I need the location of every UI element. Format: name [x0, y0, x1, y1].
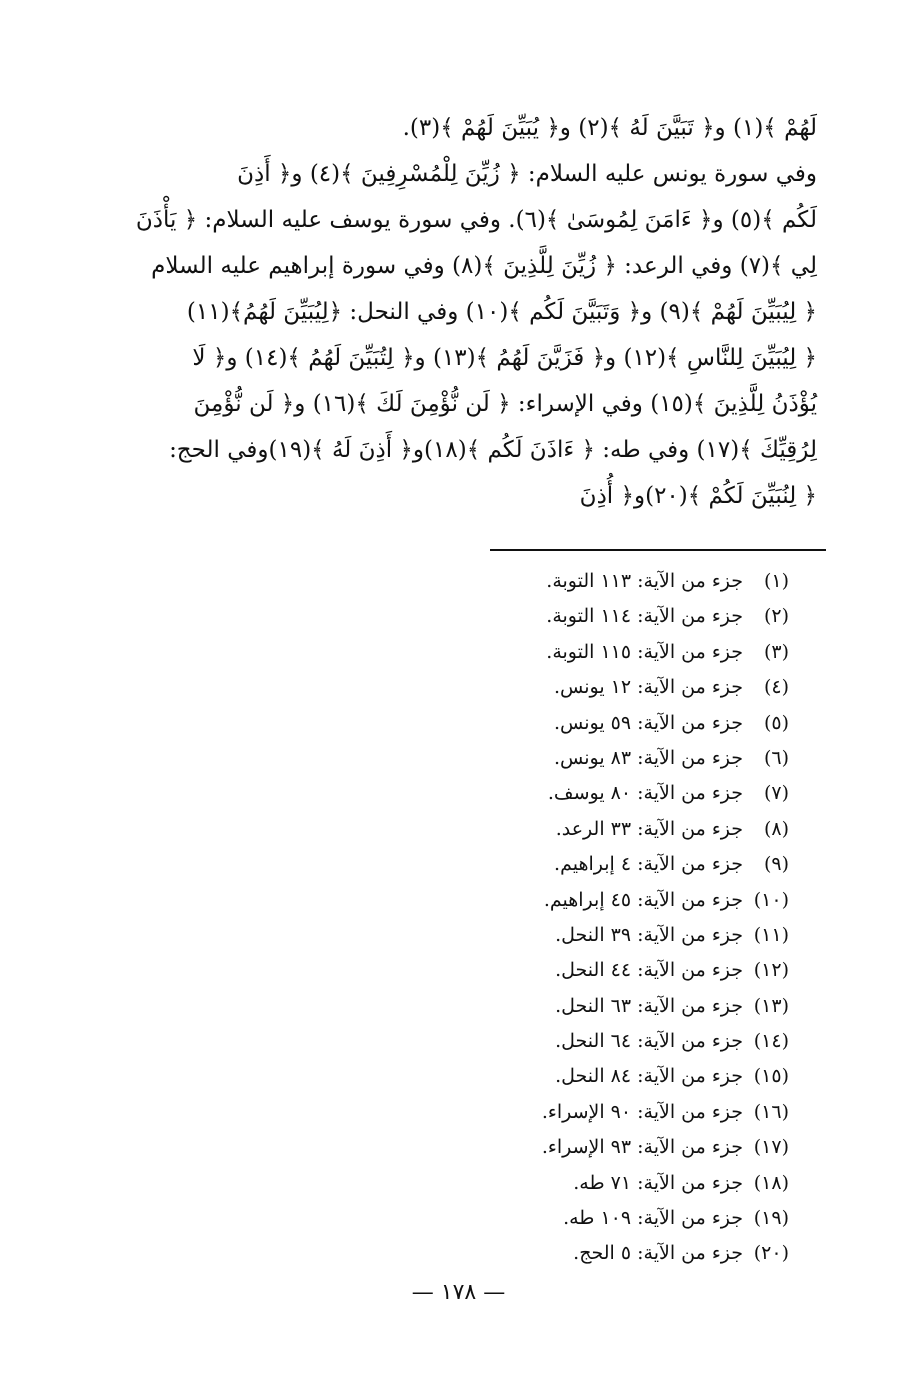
footnote-separator [490, 549, 826, 551]
footnote-number: (١٥) [753, 1065, 789, 1088]
footnote [469, 1166, 789, 1201]
footnote-number: (٢) [763, 605, 789, 628]
footnote [469, 599, 789, 634]
footnote-number: (٥) [763, 711, 789, 734]
footnote [469, 989, 789, 1024]
text-line: لِي ﴾(٧) وفي الرعد: ﴿ زُيِّنَ لِلَّذِينَ ﴾(٨) وفي سورة إبراهيم عليه السلام [151, 253, 817, 279]
footnotes [469, 564, 789, 1272]
footnote-text: جزء من الآية: ١١٥ التوبة. [546, 640, 743, 663]
footnote [469, 1095, 789, 1130]
footnote-text: جزء من الآية: ٩٠ الإسراء. [541, 1100, 743, 1123]
footnote [469, 847, 789, 882]
text-line: وفي سورة يونس عليه السلام: ﴿ زُيِّنَ لِلْمُسْرِفِينَ ﴾(٤) و﴿ أَذِنَ [237, 161, 817, 187]
footnote-text: جزء من الآية: ٨٤ النحل. [555, 1065, 743, 1088]
footnote [469, 741, 789, 776]
footnote [469, 953, 789, 988]
footnote-text: جزء من الآية: ١١٤ التوبة. [546, 605, 743, 628]
text-line: لِرُقِيِّكَ ﴾(١٧) وفي طه: ﴿ ءَاذَنَ لَكُم ﴾(١٨)و﴿ أَذِنَ لَهُ ﴾(١٩)وفي الحج: [169, 437, 817, 463]
footnote-number: (٩) [763, 853, 789, 876]
text-line: يُؤْذَنُ لِلَّذِينَ ﴾(١٥) وفي الإسراء: ﴿ لَن نُّؤْمِنَ لَكَ ﴾(١٦) و﴿ لَن نُّؤْمِنَ [193, 391, 817, 417]
footnote [469, 776, 789, 811]
footnote-text: جزء من الآية: ٥ الحج. [573, 1242, 743, 1265]
footnote-text: جزء من الآية: ١٢ يونس. [553, 676, 743, 699]
text-line: ﴿ لِنُبَيِّنَ لَكُمْ ﴾(٢٠)و﴿ أُذِنَ [579, 483, 817, 509]
footnote-number: (١٦) [753, 1100, 789, 1123]
footnote-number: (١٤) [753, 1030, 789, 1053]
footnote-text: جزء من الآية: ٣٩ النحل. [555, 923, 743, 946]
footnote [469, 1024, 789, 1059]
footnote [469, 1201, 789, 1236]
footnote-text: جزء من الآية: ٧١ طه. [573, 1171, 743, 1194]
footnote-number: (٢٠) [753, 1242, 789, 1265]
footnote-number: (١٨) [753, 1171, 789, 1194]
footnote-number: (١١) [753, 923, 789, 946]
footnote [469, 635, 789, 670]
text-line: ﴿ لِيُبَيِّنَ لِلنَّاسِ ﴾(١٢) و﴿ فَزَيَّنَ لَهُمُ ﴾(١٣) و﴿ لِتُبَيِّنَ لَهُمُ ﴾(١٤) و﴿ لَا [192, 345, 817, 371]
footnote-text: جزء من الآية: ٥٩ يونس. [553, 711, 743, 734]
footnote-number: (١٢) [753, 959, 789, 982]
footnote [469, 706, 789, 741]
footnote-number: (١٣) [753, 994, 789, 1017]
footnote [469, 1059, 789, 1094]
footnote-number: (٦) [763, 746, 789, 769]
footnote [469, 883, 789, 918]
footnote-text: جزء من الآية: ٨٠ يوسف. [547, 782, 743, 805]
footnote-text: جزء من الآية: ٣٣ الرعد. [555, 817, 743, 840]
text-line: ﴿ لِيُبَيِّنَ لَهُمْ ﴾(٩) و﴿ وَتَبَيَّنَ لَكُم ﴾(١٠) وفي النحل: ﴿لِيُبَيِّنَ لَهُمُ﴾(١١) [186, 299, 817, 325]
text-line: لَكُم ﴾(٥) و﴿ ءَامَنَ لِمُوسَىٰ ﴾(٦). وفي سورة يوسف عليه السلام: ﴿ يَأْذَنَ [135, 207, 817, 233]
footnote-number: (١٧) [753, 1136, 789, 1159]
footnote-text: جزء من الآية: ٨٣ يونس. [553, 746, 743, 769]
footnote-number: (٧) [763, 782, 789, 805]
footnote [469, 918, 789, 953]
main-text [127, 105, 817, 519]
footnote-text: جزء من الآية: ٦٣ النحل. [555, 994, 743, 1017]
footnote-text: جزء من الآية: ٤ إبراهيم. [554, 853, 743, 876]
footnote-text: جزء من الآية: ١١٣ التوبة. [546, 570, 743, 592]
footnote [469, 812, 789, 847]
footnote-number: (١) [763, 570, 789, 592]
footnote-number: (٣) [763, 640, 789, 663]
footnote-text: جزء من الآية: ٤٤ النحل. [555, 959, 743, 982]
page-number: — ١٧٨ — [411, 1280, 506, 1305]
footnote-number: (١٩) [753, 1207, 789, 1230]
footnote [469, 564, 789, 599]
footnote-number: (٤) [763, 676, 789, 699]
footnote-text: جزء من الآية: ٦٤ النحل. [555, 1030, 743, 1053]
footnote-number: (٨) [763, 817, 789, 840]
text-line: لَهُمْ ﴾(١) و﴿ تَبَيَّنَ لَهُ ﴾(٢) و﴿ يُبَيِّنَ لَهُمْ ﴾(٣). [402, 115, 817, 141]
footnote-text: جزء من الآية: ١٠٩ طه. [563, 1207, 743, 1230]
footnote-number: (١٠) [753, 888, 789, 911]
footnote [469, 1130, 789, 1165]
footnote-text: جزء من الآية: ٩٣ الإسراء. [541, 1136, 743, 1159]
footnote [469, 1236, 789, 1271]
footnote [469, 670, 789, 705]
footnote-text: جزء من الآية: ٤٥ إبراهيم. [543, 888, 743, 911]
